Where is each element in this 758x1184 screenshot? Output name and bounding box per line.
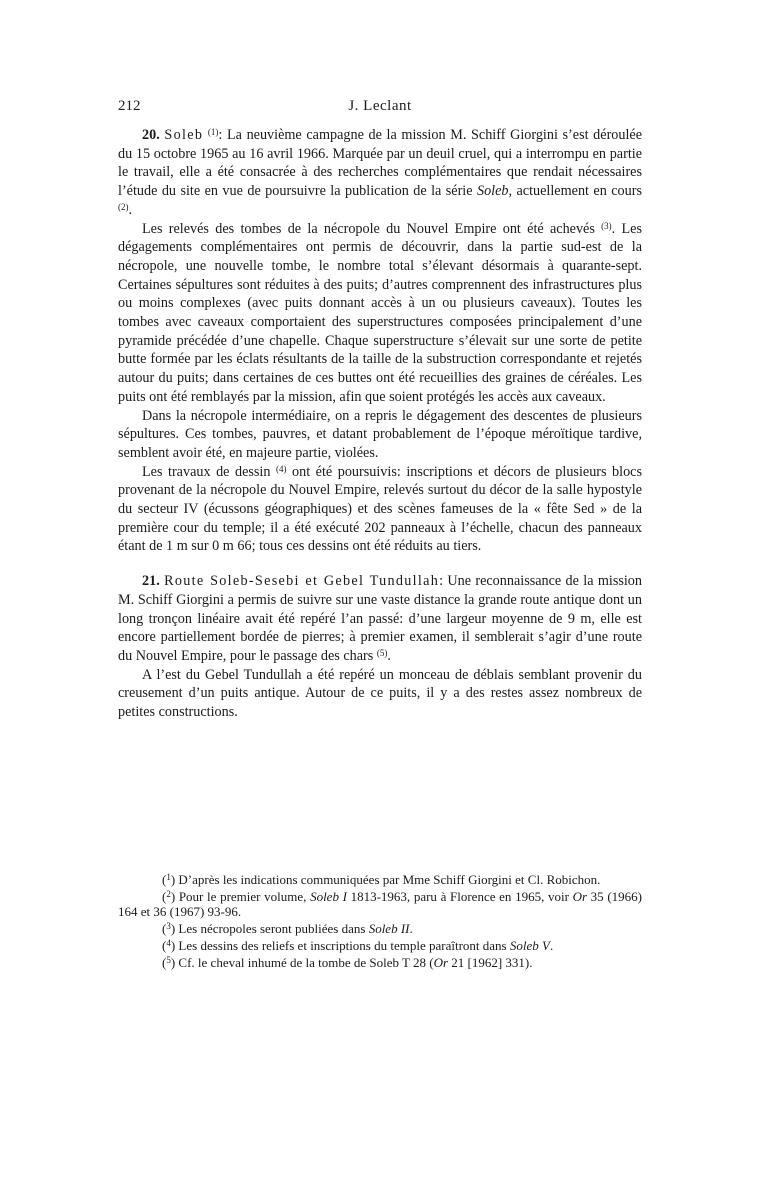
text-run: (: [162, 872, 167, 887]
body-paragraph: [118, 463, 642, 557]
text-run: 21 [1962] 331).: [448, 955, 533, 970]
body-paragraph: [118, 572, 642, 666]
text-run: .: [409, 921, 413, 936]
text-run: (: [162, 889, 167, 904]
text-run: A l’est du Gebel Tundullah a été repéré un monceau de déblais semblant provenir du creusement d’un puits antique. Autour de ce puits, il y a des restes assez nombreux de petites constructions.: [118, 666, 642, 721]
footnote: [118, 889, 642, 919]
section-title: Soleb: [164, 127, 204, 143]
footnote-ref: 1: [166, 872, 171, 882]
italic-title: Soleb II: [368, 921, 410, 936]
footnote: [118, 955, 642, 970]
text-run: Dans la nécropole intermédiaire, on a repris le dégagement des descentes de plusieurs sépultures. Ces tombes, pauvres, et datant probablement de l’époque méroïtique tardive, semblent avoir été, en majeure partie, violées.: [118, 407, 642, 461]
italic-title: Soleb: [476, 183, 509, 200]
text-run: ) D’après les indications communiquées par Mme Schiff Giorgini et Cl. Robichon.: [170, 872, 601, 887]
footnote-ref: (5): [376, 647, 388, 658]
footnote-ref: (3): [601, 220, 612, 231]
body-paragraph: [118, 126, 642, 220]
text-run: 35 (1966) 164 et 36 (1967) 93-96.: [118, 889, 642, 919]
text-run: ) Les dessins des reliefs et inscriptions du temple paraîtront dans: [170, 938, 510, 953]
page-number: 212: [118, 98, 141, 114]
body-paragraph: [118, 220, 642, 407]
text-run: (: [162, 938, 167, 953]
text-run: Les relevés des tombes de la nécropole du Nouvel Empire ont été achevés: [142, 220, 602, 237]
footnote: [118, 921, 642, 936]
section-number: 21.: [142, 573, 165, 590]
text-run: ont été poursuivis: inscriptions et décors de plusieurs blocs provenant de la nécropole du Nouvel Empire, relevés surtout du décor de la salle hypostyle du secteur IV (écussons géographiques) et des scènes fameuses de la « fête Sed » de la première cour du temple; il a été exécuté 202 panneaux à l’échelle, chacun des panneaux étant de 1 m sur 0 m 66; tous ces dessins ont été réduits au tiers.: [118, 463, 643, 555]
text-run: , actuellement en cours: [508, 183, 642, 200]
footnote-ref: 5: [166, 955, 171, 965]
body-paragraph: [118, 666, 642, 722]
text-run: : La neuvième campagne de la mission M. Schiff Giorgini s’est déroulée du 15 octobre 1965 au 16 avril 1966. Marquée par un deuil cruel, qui a interrompu en partie le travail, elle a été consacrée à des recherches complémentaires que rendait nécessaires l’étude du site en vue de poursuivre la publication de la série: [118, 127, 643, 200]
text-run: .: [549, 938, 554, 953]
text-run: . Les dégagements complémentaires ont permis de découvrir, dans la partie sud-est de la nécropole, une nouvelle tombe, le nombre total s’élevant désormais à quarante-sept. Certaines sépultures sont réduites à des puits; d’autres comprennent des infrastructures plus ou moins complexes (avec puits donnant accès à un ou plusieurs caveaux). Toutes les tombes avec caveaux comportaient des superstructures composées principalement d’une pyramide précédée d’une chapelle. Chaque superstructure s’élevait sur une sorte de petite butte formée par les éclats résultants de la taille de la substruction correspondante et rejetés autour du puits; dans certaines de ces buttes ont été recueillies des graines de céréales. Les puits ont été remblayés par la mission, afin que soient protégés les accès aux caveaux.: [118, 220, 642, 405]
footnote: [118, 872, 642, 887]
footnote: [118, 938, 642, 953]
text-run: ) Pour le premier volume,: [170, 889, 311, 904]
text-run: .: [387, 647, 391, 664]
italic-title: Soleb I: [310, 889, 347, 904]
text-run: ) Cf. le cheval inhumé de la tombe de Soleb T 28 (: [170, 955, 434, 970]
text-run: ) Les nécropoles seront publiées dans: [170, 921, 369, 936]
text-run: : Une reconnaissance de la mission M. Schiff Giorgini a permis de suivre sur une vaste distance la grande route antique dont un long tronçon linéaire avait été repéré l’an passé: d’une largeur moyenne de 9 m, elle est encore partiellement bordée de pierres; à premier examen, il semblerait s’agir d’une route du Nouvel Empire, pour le passage des chars: [118, 573, 642, 664]
footnote-ref: 2: [166, 889, 171, 899]
running-head: J. Leclant: [348, 98, 412, 114]
footnote-ref: 3: [166, 921, 171, 931]
section-title: Route Soleb-Sesebi et Gebel Tundullah: [164, 573, 440, 590]
text-run: (: [162, 955, 167, 970]
footnote-ref: (1): [207, 127, 219, 137]
footnote-ref: (2): [118, 201, 129, 212]
section-number: 20.: [142, 127, 165, 143]
text-run: Les travaux de dessin: [142, 463, 276, 480]
italic-title: Or: [572, 889, 588, 904]
text-run: 1813-1963, paru à Florence en 1965, voir: [346, 889, 573, 904]
body-paragraph: [118, 407, 642, 463]
footnote-ref: 4: [166, 938, 171, 948]
italic-title: Or: [433, 955, 449, 970]
page-header: [118, 98, 642, 120]
footnotes: [118, 872, 642, 972]
body-text: [118, 126, 642, 722]
footnote-ref: (4): [276, 463, 287, 474]
text-run: .: [128, 201, 133, 218]
italic-title: Soleb V: [509, 938, 550, 953]
text-run: (: [162, 921, 167, 936]
